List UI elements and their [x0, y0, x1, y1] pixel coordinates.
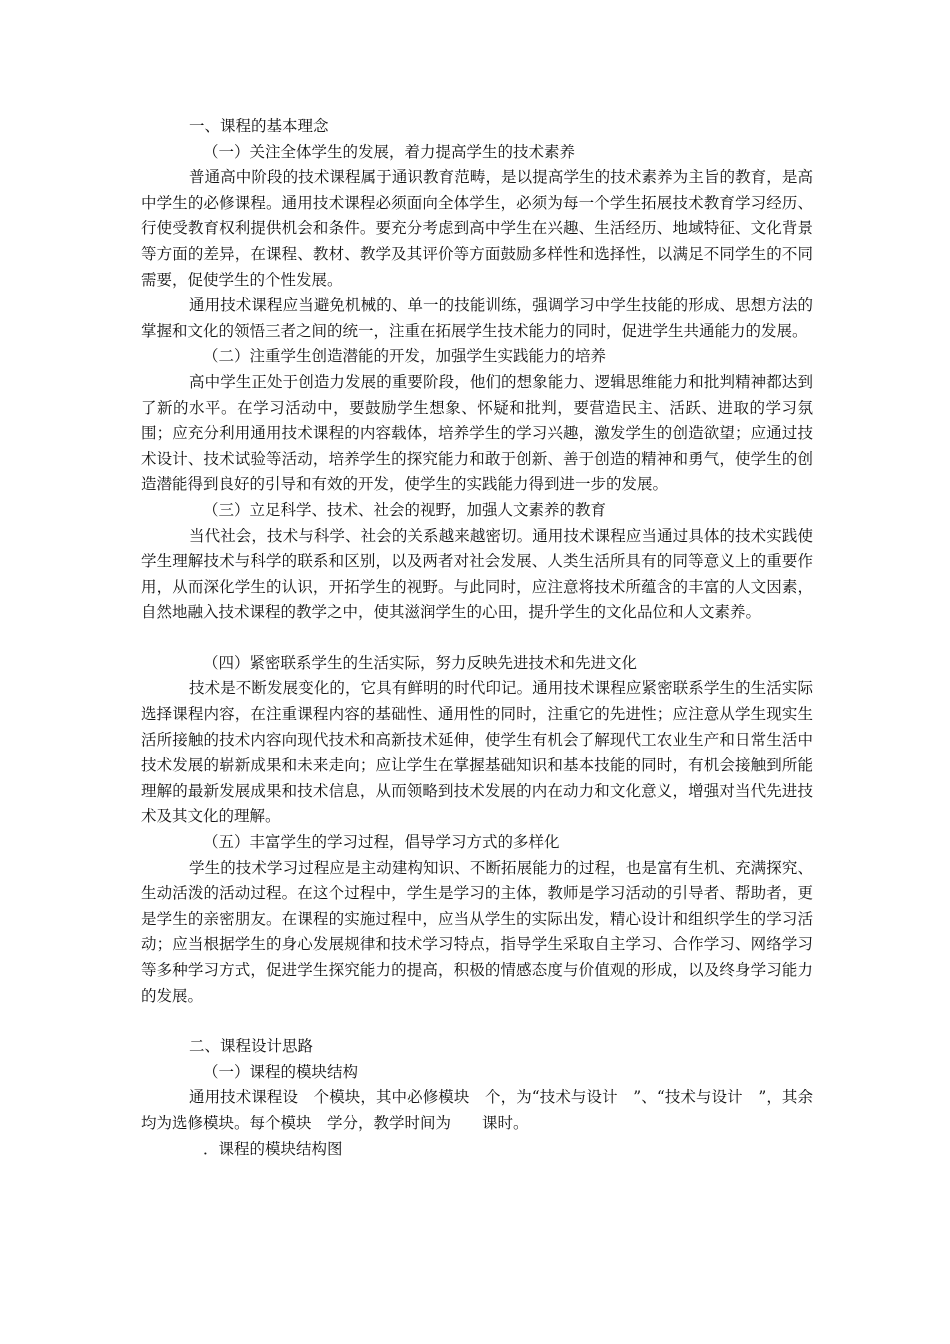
list-item: ．课程的模块结构图 [203, 1139, 343, 1158]
subsection-heading-1-5: （五）丰富学生的学习过程，倡导学习方式的多样化 [203, 833, 560, 852]
paragraph: 当代社会，技术与科学、社会的关系越来越密切。通用技术课程应当通过具体的技术实践使学生理解技术与科学的联系和区别，以及两者对社会发展、人类生活所具有的同等意义上的重要作用，从而深化学生的认识，开拓学生的视野。与此同时，应注意将技术所蕴含的丰富的人文因素，自然地融入技术课程的教学之中，使其滋润学生的心田，提升学生的文化品位和人文素养。 [141, 526, 813, 622]
paragraph: 高中学生正处于创造力发展的重要阶段，他们的想象能力、逻辑思维能力和批判精神都达到了新的水平。在学习活动中，要鼓励学生想象、怀疑和批判，要营造民主、活跃、进取的学习氛围；应充分利用通用技术课程的内容载体，培养学生的学习兴趣，激发学生的创造欲望；应通过技术设计、技术试验等活动，培养学生的探究能力和敢于创新、善于创造的精神和勇气，使学生的创造潜能得到良好的引导和有效的开发，使学生的实践能力得到进一步的发展。 [141, 372, 813, 494]
spacer [141, 626, 813, 651]
subsection-heading-1-1: （一）关注全体学生的发展，着力提高学生的技术素养 [203, 142, 576, 161]
document-page [141, 114, 813, 1162]
section-heading-1: 一、课程的基本理念 [189, 117, 329, 135]
subsection-heading-2-1: （一）课程的模块结构 [203, 1062, 359, 1081]
paragraph: 通用技术课程应当避免机械的、单一的技能训练，强调学习中学生技能的形成、思想方法的掌握和文化的领悟三者之间的统一，注重在拓展学生技术能力的同时，促进学生共通能力的发展。 [141, 296, 813, 340]
section-heading-2: 二、课程设计思路 [189, 1037, 314, 1056]
subsection-heading-1-3: （三）立足科学、技术、社会的视野，加强人文素养的教育 [203, 500, 607, 519]
paragraph: 学生的技术学习过程应是主动建构知识、不断拓展能力的过程，也是富有生机、充满探究、生动活泼的活动过程。在这个过程中，学生是学习的主体，教师是学习活动的引导者、帮助者，更是学生的亲密朋友。在课程的实施过程中，应当从学生的实际出发，精心设计和组织学生的学习活动；应当根据学生的身心发展规律和技术学习特点，指导学生采取自主学习、合作学习、网络学习等多种学习方式，促进学生探究能力的提高，积极的情感态度与价值观的形成，以及终身学习能力的发展。 [141, 858, 813, 1005]
subsection-heading-1-2: （二）注重学生创造潜能的开发，加强学生实践能力的培养 [203, 347, 607, 366]
paragraph: 技术是不断发展变化的，它具有鲜明的时代印记。通用技术课程应紧密联系学生的生活实际选择课程内容，在注重课程内容的基础性、通用性的同时，注重它的先进性；应注意从学生现实生活所接触的技术内容向现代技术和高新技术延伸，使学生有机会了解现代工农业生产和日常生活中技术发展的崭新成果和未来走向；应让学生在掌握基础知识和基本技能的同时，有机会接触到所能理解的最新发展成果和技术信息，从而领略到技术发展的内在动力和文化意义，增强对当代先进技术及其文化的理解。 [141, 679, 813, 826]
paragraph: 通用技术课程设 个模块，其中必修模块 个，为“技术与设计 ”、“技术与设计 ”，其余均为选修模块。每个模块 学分，教学时间为 课时。 [141, 1088, 813, 1132]
paragraph: 普通高中阶段的技术课程属于通识教育范畴，是以提高学生的技术素养为主旨的教育，是高中学生的必修课程。通用技术课程必须面向全体学生，必须为每一个学生拓展技术教育学习经历、行使受教育权利提供机会和条件。要充分考虑到高中学生在兴趣、生活经历、地域特征、文化背景等方面的差异，在课程、教材、教学及其评价等方面鼓励多样性和选择性，以满足不同学生的不同需要，促使学生的个性发展。 [141, 168, 813, 289]
spacer [141, 1009, 813, 1034]
subsection-heading-1-4: （四）紧密联系学生的生活实际，努力反映先进技术和先进文化 [203, 653, 638, 672]
